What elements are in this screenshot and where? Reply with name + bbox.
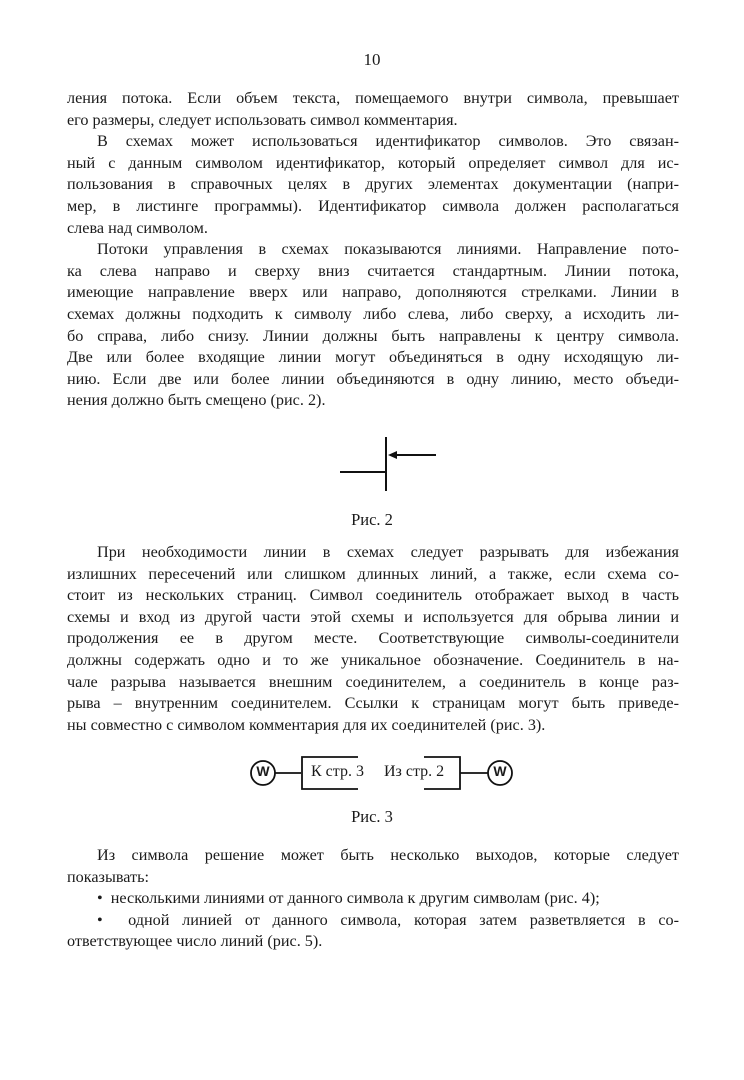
text-line: схемах должны подходить к символу либо слева, либо сверху, а исходить ли- xyxy=(67,304,679,323)
text-line: его размеры, следует использовать символ комментария. xyxy=(67,110,458,129)
text-line: В схемах может использоваться идентификатор символов. Это связан- xyxy=(97,132,679,151)
text-line: ответствующее число линий (рис. 5). xyxy=(67,932,323,951)
paragraph-block-2 xyxy=(67,542,679,736)
text-line: нию. Если две или более линии объединяются в одну линию, место объеди- xyxy=(67,369,679,388)
text-line: бо справа, либо снизу. Линии должны быть направлены к центру символа. xyxy=(67,326,679,345)
right-comment-text: Из стр. 2 xyxy=(384,763,445,780)
figure-3-connector-diagram xyxy=(251,757,512,789)
text-line: При необходимости линии в схемах следует разрывать для избежания xyxy=(97,543,679,561)
left-comment-text: К стр. 3 xyxy=(311,763,364,780)
right-connector-label: W xyxy=(493,763,507,779)
bullet-icon: • xyxy=(97,889,103,908)
text-line: слева над символом. xyxy=(67,218,208,237)
bullet-item xyxy=(67,888,679,910)
text-line: показывать: xyxy=(67,867,149,886)
bullet-text: одной линией от данного символа, которая затем разветвляется в со- xyxy=(128,910,680,929)
text-line: нения должно быть смещено (рис. 2). xyxy=(67,391,326,410)
text-line: ный с данным символом идентификатор, который определяет символ для ис- xyxy=(67,153,679,172)
figure-3-caption: Рис. 3 xyxy=(351,807,393,826)
paragraph-block-3 xyxy=(67,845,679,953)
text-line: пользования в справочных целях в других элементах документации (напри- xyxy=(67,175,679,194)
text-line: ления потока. Если объем текста, помещаемого внутри символа, превышает xyxy=(67,89,679,107)
arrowhead-icon xyxy=(388,451,397,459)
figure-2-caption: Рис. 2 xyxy=(351,510,393,529)
text-line: ны совместно с символом комментария для их соединителей (рис. 3). xyxy=(67,715,546,734)
text-line: Две или более входящие линии могут объединяться в одну исходящую ли- xyxy=(67,348,679,367)
page-number: 10 xyxy=(363,50,381,69)
text-line: ка слева направо и сверху вниз считается стандартным. Линии потока, xyxy=(67,261,679,280)
text-line: имеющие направление вверх или направо, дополняются стрелками. Линии в xyxy=(67,283,679,302)
text-line: Потоки управления в схемах показываются линиями. Направление пото- xyxy=(97,240,679,259)
text-line: должны содержать одно и то же уникальное обозначение. Соединитель в на- xyxy=(67,650,679,669)
text-line: Из символа решение может быть несколько выходов, которые следует xyxy=(97,846,679,864)
text-line: мер, в листинге программы). Идентификатор символа должен располагаться xyxy=(67,196,679,215)
text-line: рыва – внутренним соединителем. Ссылки к страницам могут быть приведе- xyxy=(67,694,679,713)
text-line: продолжения ее в другом месте. Соответствующие символы-соединители xyxy=(67,629,679,648)
bullet-item xyxy=(67,910,679,932)
figure-2-flowline-diagram xyxy=(340,437,436,491)
bullet-icon: • xyxy=(97,910,103,929)
text-line: стоит из нескольких страниц. Символ соединитель отображает выход в часть xyxy=(67,586,679,605)
text-line: излишних пересечений или слишком длинных линий, а также, если схема со- xyxy=(67,564,679,583)
left-connector-label: W xyxy=(256,763,270,779)
bullet-text: несколькими линиями от данного символа к другим символам (рис. 4); xyxy=(110,889,600,908)
text-line: чале разрыва называется внешним соединителем, а соединитель в конце раз- xyxy=(67,672,679,691)
text-line: схемы и вход из другой части этой схемы и используется для обрыва линии и xyxy=(67,607,679,626)
